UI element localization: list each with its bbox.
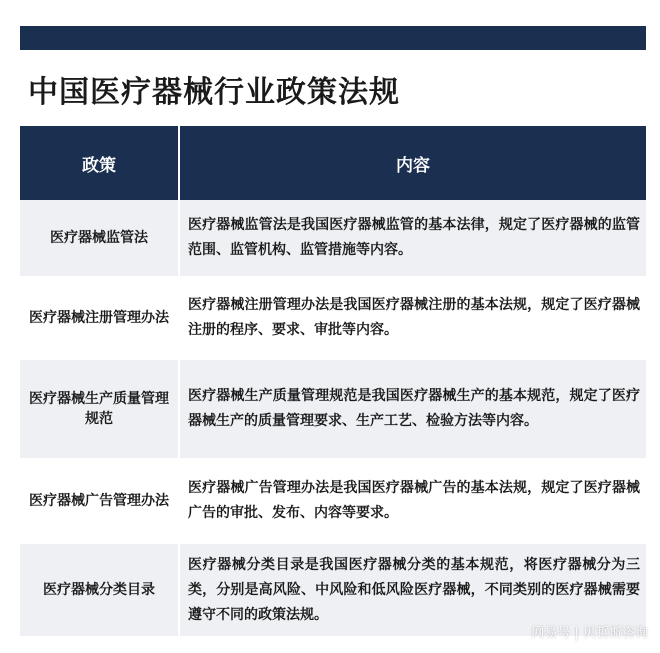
policy-cell: 医疗器械监管法: [20, 200, 179, 276]
table-row: [20, 200, 646, 276]
content-cell: 医疗器械监管法是我国医疗器械监管的基本法律，规定了医疗器械的监管范围、监管机构、监管措施等内容。: [179, 200, 646, 276]
content-cell: 医疗器械注册管理办法是我国医疗器械注册的基本法规，规定了医疗器械注册的程序、要求、审批等内容。: [179, 276, 646, 360]
policy-table: [20, 126, 646, 636]
table-header-row: [20, 126, 646, 200]
content-cell: 医疗器械分类目录是我国医疗器械分类的基本规范，将医疗器械分为三类，分别是高风险、中风险和低风险医疗器械，不同类别的医疗器械需要遵守不同的政策法规。: [179, 544, 646, 636]
column-header-policy: 政策: [20, 126, 179, 200]
policy-cell: 医疗器械生产质量管理规范: [20, 360, 179, 458]
table-row: [20, 458, 646, 544]
content-cell: 医疗器械广告管理办法是我国医疗器械广告的基本法规，规定了医疗器械广告的审批、发布、内容等要求。: [179, 458, 646, 544]
column-header-content: 内容: [179, 126, 646, 200]
top-decorative-bar: [20, 26, 646, 50]
policy-cell: 医疗器械注册管理办法: [20, 276, 179, 360]
policy-cell: 医疗器械分类目录: [20, 544, 179, 636]
watermark: 网易号 | 贝哲斯咨询: [531, 626, 648, 641]
table-row: [20, 276, 646, 360]
policy-cell: 医疗器械广告管理办法: [20, 458, 179, 544]
page-title: 中国医疗器械行业政策法规: [28, 75, 400, 110]
table-row: [20, 360, 646, 458]
content-cell: 医疗器械生产质量管理规范是我国医疗器械生产的基本规范，规定了医疗器械生产的质量管理要求、生产工艺、检验方法等内容。: [179, 360, 646, 458]
